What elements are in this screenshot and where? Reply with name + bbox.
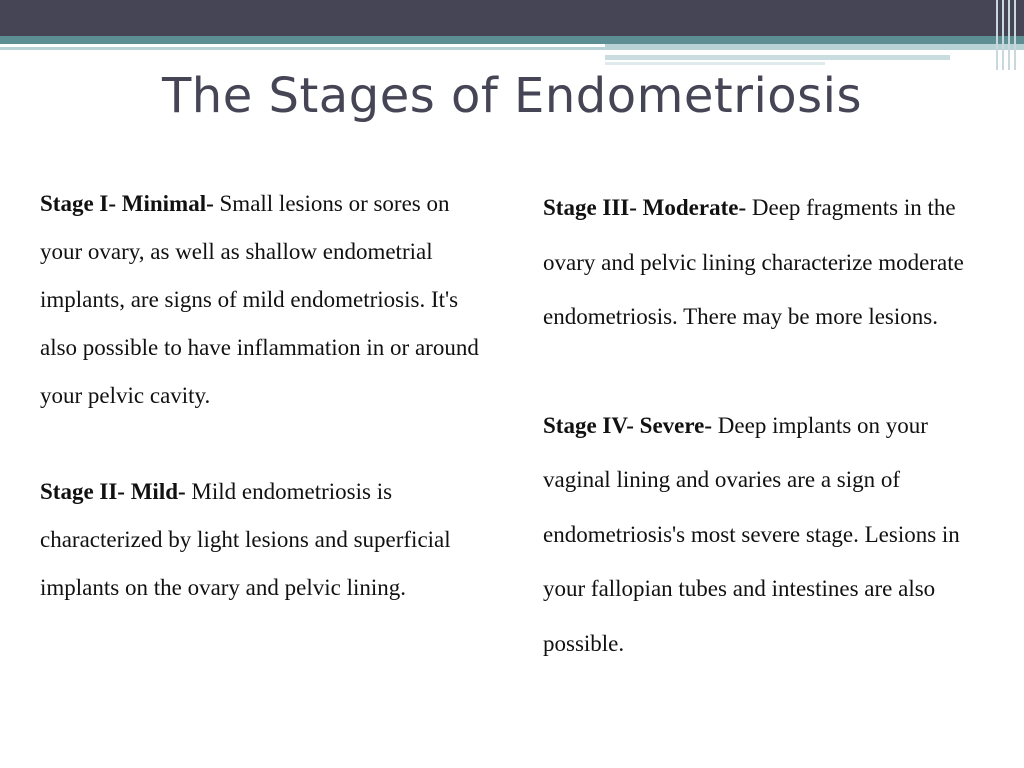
header-vertical-lines: [992, 0, 1024, 70]
stage-1-heading: Stage I- Minimal-: [40, 191, 214, 216]
stage-4-paragraph: [543, 399, 993, 672]
header-bar: [0, 0, 1024, 36]
stage-1-paragraph: [40, 180, 495, 420]
stage-4-text: Deep implants on your vaginal lining and ovaries are a sign of endometriosis's most severe stage. Lesions in your fallopian tubes and intestines are also possible.: [543, 412, 960, 656]
header-teal-stripe: [0, 36, 1024, 44]
stage-2-paragraph: [40, 468, 495, 612]
stage-2-text: Mild endometriosis is characterized by light lesions and superficial implants on the ovary and pelvic lining.: [40, 479, 451, 600]
left-column: [40, 180, 495, 612]
stage-4-heading: Stage IV- Severe-: [543, 412, 713, 438]
stage-3-heading: Stage III- Moderate-: [543, 195, 747, 220]
header-white-stripe: [0, 44, 605, 47]
right-column: [543, 181, 993, 671]
stage-2-heading: Stage II- Mild-: [40, 479, 186, 504]
header-accent-line: [605, 55, 950, 60]
stage-3-paragraph: [543, 181, 993, 345]
header-accent-line-secondary: [605, 62, 825, 65]
slide-title: The Stages of Endometriosis: [161, 68, 862, 124]
stage-3-text: Deep fragments in the ovary and pelvic lining characterize moderate endometriosis. There may be more lesions.: [543, 195, 964, 329]
stage-1-text: Small lesions or sores on your ovary, as well as shallow endometrial implants, are signs of mild endometriosis. It's also possible to have inflammation in or around your pelvic cavity.: [40, 191, 479, 408]
